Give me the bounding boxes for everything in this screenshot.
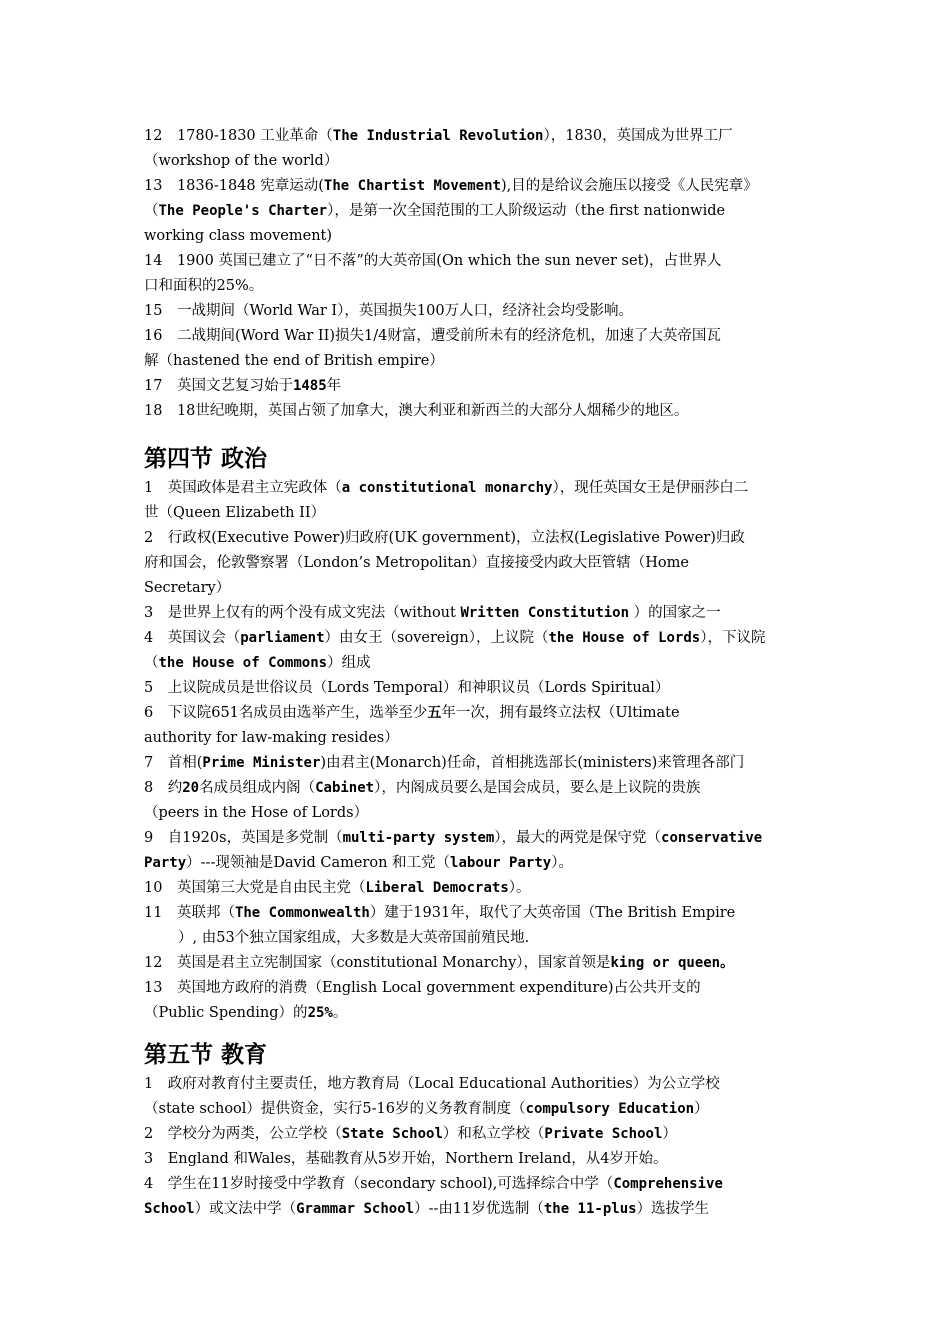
education-section: [144, 1038, 808, 1222]
text-line: [144, 1097, 808, 1122]
line-text: ）选拔学生: [636, 1201, 710, 1217]
line-text: ）--由11岁优选制（: [414, 1201, 544, 1217]
line-text: 2 学校分为两类，公立学校（: [144, 1126, 342, 1142]
bold-term: State School: [341, 1126, 443, 1142]
line-text: 12 英国是君主立宪制国家（constitutional Monarchy），国家首领是: [144, 955, 611, 971]
section-heading-politics: 第四节 政治: [144, 446, 268, 472]
politics-lines: [144, 476, 808, 1026]
bold-term: 25%: [307, 1005, 333, 1021]
line-text: ）: [662, 1126, 677, 1142]
line-text: 口和面积的25%。: [144, 278, 264, 294]
text-line: [144, 501, 808, 526]
line-text: ），1830，英国成为世界工厂: [543, 128, 733, 144]
line-text: authority for law-making resides）: [144, 730, 399, 746]
bold-term: The Industrial Revolution: [332, 128, 544, 144]
line-text: 3 England 和Wales，基础教育从5岁开始，Northern Ireland，从4岁开始。: [144, 1151, 668, 1167]
text-line: [144, 751, 808, 776]
politics-section: [144, 442, 808, 1026]
line-text: 16 二战期间(Word War II)损失1/4财富，遭受前所未有的经济危机，加速了大英帝国瓦: [144, 328, 721, 344]
line-text: （: [144, 655, 159, 671]
bold-term: compulsory Education: [525, 1101, 695, 1117]
bold-term: 20: [182, 780, 200, 796]
text-line: [144, 626, 808, 651]
line-text: ）---现领袖是David Cameron 和工党（: [186, 855, 451, 871]
line-text: 14 1900 英国已建立了“日不落”的大英帝国(On which the sun never set)，占世界人: [144, 253, 722, 269]
line-text: ）建于1931年，取代了大英帝国（The British Empire: [369, 905, 736, 921]
line-text: 解（hastened the end of British empire）: [144, 353, 444, 369]
line-text: 7 首相(: [144, 755, 203, 771]
history-section: [144, 124, 808, 424]
bold-term: the House of Commons: [158, 655, 328, 671]
line-text: 6 下议院651名成员由选举产生，选举至少: [144, 705, 428, 721]
text-line: [144, 676, 808, 701]
line-text: 18 18世纪晚期，英国占领了加拿大，澳大利亚和新西兰的大部分人烟稀少的地区。: [144, 403, 689, 419]
text-line: [144, 526, 808, 551]
line-text: working class movement): [144, 228, 333, 244]
text-line: [144, 1122, 808, 1147]
text-line: [144, 1197, 808, 1222]
text-line: [144, 651, 808, 676]
line-text: ),目的是给议会施压以接受《人民宪章》: [500, 178, 758, 194]
text-line: [144, 476, 808, 501]
education-lines: [144, 1072, 808, 1222]
bold-term: 1485: [292, 378, 327, 394]
line-text: 4 英国议会（: [144, 630, 241, 646]
text-line: [144, 224, 808, 249]
line-text: 10 英国第三大党是自由民主党（: [144, 880, 366, 896]
bold-term: Comprehensive: [613, 1176, 723, 1192]
line-text: 3 是世界上仅有的两个没有成文宪法（without: [144, 605, 461, 621]
bold-term: labour Party: [450, 855, 552, 871]
text-line: [144, 1147, 808, 1172]
text-line: [144, 976, 808, 1001]
bold-term: School: [144, 1201, 195, 1217]
line-text: （Public Spending）的: [144, 1005, 308, 1021]
line-text: （peers in the Hose of Lords）: [144, 805, 369, 821]
line-text: ）由女王（sovereign），上议院（: [324, 630, 549, 646]
line-text: Secretary）: [144, 580, 231, 596]
line-text: ），现任英国女王是伊丽莎白二: [552, 480, 749, 496]
bold-term: Prime Minister: [202, 755, 321, 771]
text-line: [144, 851, 808, 876]
line-text: 9 自1920s，英国是多党制（: [144, 830, 343, 846]
text-line: [144, 299, 808, 324]
text-line: [144, 374, 808, 399]
bold-term: parliament: [240, 630, 325, 646]
text-line: [144, 726, 808, 751]
line-text: )由君主(Monarch)任命，首相挑选部长(ministers)来管理各部门: [320, 755, 745, 771]
text-line: [144, 601, 808, 626]
bold-term: king or queen。: [610, 955, 735, 971]
line-text: （workshop of the world）: [144, 153, 339, 169]
bold-term: conservative: [661, 830, 763, 846]
line-text: 世（Queen Elizabeth II）: [144, 505, 326, 521]
text-line: [144, 199, 808, 224]
line-text: ）和私立学校（: [442, 1126, 545, 1142]
text-line: [144, 1001, 808, 1026]
bold-term: Written Constitution: [460, 605, 630, 621]
text-line: [144, 399, 808, 424]
text-line: [144, 826, 808, 851]
line-text: 年: [326, 378, 342, 394]
line-text: 12 1780-1830 工业革命（: [144, 128, 333, 144]
text-line: [144, 876, 808, 901]
line-text: 13 1836-1848 宪章运动(: [144, 178, 324, 194]
bold-term: The People's Charter: [158, 203, 328, 219]
line-text: ）或文法中学（: [194, 1201, 297, 1217]
line-text: 4 学生在11岁时接受中学教育（secondary school),可选择综合中学（: [144, 1176, 614, 1192]
line-text: 名成员组成内阁（: [199, 780, 316, 796]
line-text: （: [144, 203, 159, 219]
text-line: [144, 124, 808, 149]
line-text: ），内阁成员要么是国会成员，要么是上议院的贵族: [374, 780, 701, 796]
text-line: [144, 576, 808, 601]
text-line: [144, 149, 808, 174]
text-line: [144, 901, 808, 926]
line-text: 11 英联邦（: [144, 905, 235, 921]
line-text: （state school）提供资金，实行5-16岁的义务教育制度（: [144, 1101, 526, 1117]
text-line: [144, 324, 808, 349]
bold-term: the 11-plus: [543, 1201, 637, 1217]
bold-term: Grammar School: [296, 1201, 415, 1217]
text-line: [144, 701, 808, 726]
line-text: 8 约: [144, 780, 183, 796]
section-heading-education: 第五节 教育: [144, 1042, 268, 1068]
bold-term: Private School: [544, 1126, 663, 1142]
text-line: [144, 249, 808, 274]
line-text: 年一次，拥有最终立法权（Ultimate: [441, 705, 680, 721]
text-line: [144, 1172, 808, 1197]
bold-term: Party: [144, 855, 187, 871]
text-line: [144, 274, 808, 299]
bold-term: The Commonwealth: [234, 905, 370, 921]
line-text: ）的国家之一: [629, 605, 721, 621]
line-text: 15 一战期间（World War I），英国损失100万人口，经济社会均受影响。: [144, 303, 634, 319]
line-text: ），最大的两党是保守党（: [494, 830, 662, 846]
line-text: ）组成: [327, 655, 371, 671]
line-text: 。: [332, 1005, 348, 1021]
line-text: 17 英国文艺复习始于: [144, 378, 293, 394]
bold-term: Liberal Democrats: [365, 880, 509, 896]
text-line: [144, 801, 808, 826]
line-text: ）: [694, 1101, 709, 1117]
text-line: [144, 174, 808, 199]
text-line: [144, 951, 808, 976]
bold-term: The Chartist Movement: [323, 178, 501, 194]
line-text: 1 英国政体是君主立宪政体（: [144, 480, 342, 496]
line-text: ）, 由53个独立国家组成，大多数是大英帝国前殖民地.: [178, 930, 530, 946]
line-text: ）。: [508, 880, 531, 896]
text-line: [144, 1072, 808, 1097]
bold-term: the House of Lords: [548, 630, 701, 646]
line-text: ），是第一次全国范围的工人阶级运动（the first nationwide: [327, 203, 726, 219]
line-text: 5 上议院成员是世俗议员（Lords Temporal）和神职议员（Lords Spiritual）: [144, 680, 670, 696]
line-text: ）。: [551, 855, 573, 871]
line-text: 13 英国地方政府的消费（English Local government expenditure)占公共开支的: [144, 980, 701, 996]
line-text: ），下议院: [700, 630, 766, 646]
text-line: [144, 551, 808, 576]
line-text: 2 行政权(Executive Power)归政府(UK government)，立法权(Legislative Power)归政: [144, 530, 745, 546]
text-line: [144, 926, 808, 951]
bold-term: 五: [427, 705, 442, 721]
text-line: [144, 349, 808, 374]
line-text: 1 政府对教育付主要责任，地方教育局（Local Educational Authorities）为公立学校: [144, 1076, 720, 1092]
bold-term: Cabinet: [315, 780, 375, 796]
bold-term: a constitutional monarchy: [341, 480, 553, 496]
text-line: [144, 776, 808, 801]
line-text: 府和国会，伦敦警察署（London’s Metropolitan）直接接受内政大臣管辖（Home: [144, 555, 689, 571]
bold-term: multi-party system: [342, 830, 495, 846]
